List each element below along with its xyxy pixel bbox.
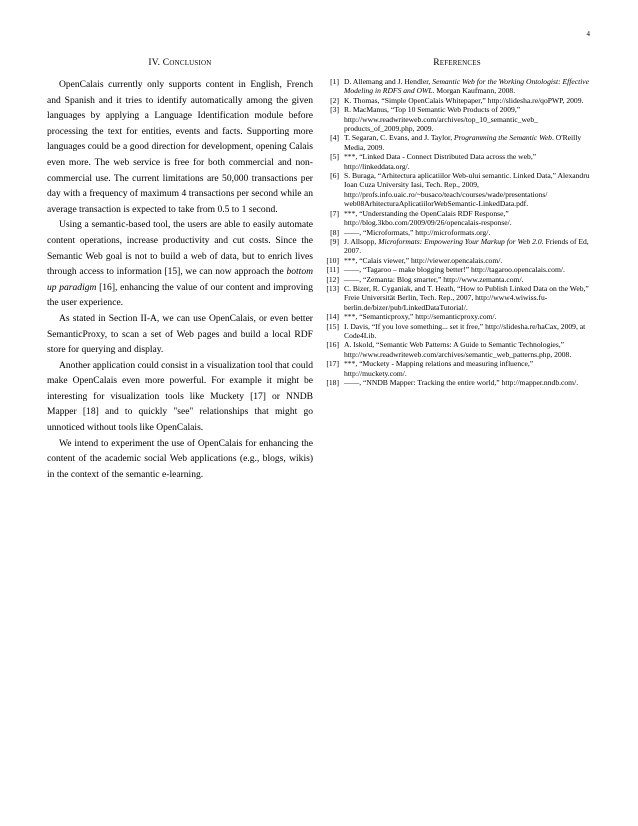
references-heading: References [433, 58, 481, 68]
reference-item [323, 359, 591, 378]
text-run: We intend to experiment the use of OpenCalais for enhancing the content of the academic social Web applications (e.g., blogs, wikis) in the context of the semantic e-learning. [47, 437, 313, 480]
references-section [323, 58, 591, 387]
section-title: Conclusion [162, 58, 212, 68]
text-run: ——, “Tagaroo – make blogging better!” http://tagaroo.opencalais.com/. [344, 265, 565, 275]
reference-number: [13] [326, 283, 339, 293]
text-run: . O'Reilly Media, 2009. [344, 133, 582, 152]
reference-number: [7] [330, 208, 339, 218]
text-run: T. Segaran, C. Evans, and J. Taylor, [344, 133, 455, 143]
text-run: ***, “Muckety - Mapping relations and measuring influence,” http://muckety.com/. [344, 359, 534, 378]
text-run: ——, “Zemanta: Blog smarter,” http://www.zemanta.com/. [344, 274, 524, 284]
text-run: OpenCalais currently only supports content in English, French and Spanish and it tries to identify automatically among the given languages by applying a Language Identification module before processing the text for entities, events and facts. Supporting more languages could be a good direction for development, opening Calais even more. The web service is free for both commercial and non-commercial use. The current limitations are 50,000 transactions per day with a frequency of maximum 4 transactions per second while an average transaction is expected to take from 0.5 to 1 second. [47, 79, 313, 215]
text-run: ——, “NNDB Mapper: Tracking the entire world,” http://mapper.nndb.com/. [344, 378, 579, 387]
reference-number: [3] [330, 105, 339, 115]
conclusion-paragraph [47, 77, 313, 217]
reference-number: [1] [330, 77, 339, 86]
text-run: ——, “Microformats,” http://microformats.org/. [344, 227, 491, 237]
reference-item [323, 133, 591, 152]
reference-number: [16] [326, 340, 339, 350]
text-run: J. Allsopp, [344, 236, 379, 246]
reference-number: [17] [326, 359, 339, 369]
reference-text [344, 378, 591, 387]
reference-item [323, 284, 591, 312]
italic-text: Microformats: Empowering Your Markup for Web 2.0 [378, 236, 542, 246]
reference-number: [4] [330, 133, 339, 143]
reference-item [323, 77, 591, 96]
reference-item [323, 105, 591, 133]
text-run: A. Iskold, “Semantic Web Patterns: A Guide to Semantic Technologies,” http://www.readwriteweb.com/archives/semantic_web_patterns.php, 2008. [344, 340, 572, 359]
reference-item [323, 152, 591, 171]
reference-text [344, 96, 591, 105]
conclusion-body [47, 77, 313, 482]
text-run: K. Thomas, “Simple OpenCalais Whitepaper,” http://slidesha.re/qoPWP, 2009. [344, 95, 584, 105]
reference-text [344, 237, 591, 256]
reference-list [323, 77, 591, 387]
reference-number: [9] [330, 236, 339, 246]
reference-text [344, 77, 591, 96]
text-run: ***, “Calais viewer,” http://viewer.opencalais.com/. [344, 255, 503, 265]
text-run: S. Buraga, “Arhitectura aplicatiilor Web-ului semantic. Linked Data,” Alexandru Ioan Cuza University Iasi, Tech. Rep., 2009, http://profs.info.uaic.ro/~busaco/teach/courses/wade/presentations/ web08ArhitecturaAplicatiilorWebSemantic-LinkedData.pdf. [344, 171, 590, 209]
text-run: As stated in Section II-A, we can use OpenCalais, or even better SemanticProxy, to scan a set of Web pages and build a local RDF store for querying and display. [47, 312, 313, 356]
page-number: 4 [586, 30, 590, 38]
conclusion-paragraph [47, 436, 313, 483]
text-run: Using a semantic-based tool, the users are able to easily automate content operations, increase productivity and cut costs. Since the Semantic Web goal is not to build a web of data, but to enrich lives through access to information [15], we can now approach the [47, 219, 313, 278]
reference-text [344, 228, 591, 237]
reference-text [344, 152, 591, 171]
reference-item [323, 312, 591, 321]
reference-item [323, 256, 591, 265]
text-run: . Friends of Ed, 2007. [344, 236, 589, 256]
text-run: ***, “Understanding the OpenCalais RDF Response,” http://blog.3kbo.com/2009/09/26/opencalais-response/. [344, 208, 512, 228]
reference-text [344, 312, 591, 321]
reference-number: [11] [326, 265, 339, 275]
text-run: ***, “Semanticproxy,” http://semanticproxy.com/. [344, 312, 497, 322]
text-run: I. Davis, “If you love something... set it free,” http://slidesha.re/haCax, 2009, at Code4Lib. [344, 321, 586, 340]
reference-number: [10] [326, 255, 339, 265]
italic-text: bottom up paradigm [47, 266, 313, 293]
reference-number: [2] [330, 95, 339, 105]
section-numeral: IV. [148, 58, 161, 68]
reference-text [344, 340, 591, 359]
reference-item [323, 378, 591, 387]
text-run: . Morgan Kaufmann, 2008. [432, 86, 516, 96]
conclusion-paragraph [47, 217, 313, 311]
reference-text [344, 105, 591, 133]
reference-number: [12] [326, 274, 339, 284]
reference-item [323, 275, 591, 284]
reference-text [344, 284, 591, 312]
reference-number: [6] [330, 171, 339, 181]
reference-item [323, 209, 591, 228]
reference-number: [5] [330, 152, 339, 162]
reference-text [344, 256, 591, 265]
text-run: C. Bizer, R. Cyganiak, and T. Heath, “How to Publish Linked Data on the Web,” Freie Universität Berlin, Tech. Rep., 2007, http://www4.wiwiss.fu-berlin.de/bizer/pub/LinkedDataTutorial/. [344, 283, 589, 312]
reference-item [323, 265, 591, 274]
reference-item [323, 237, 591, 256]
reference-number: [15] [326, 321, 339, 331]
reference-item [323, 322, 591, 341]
reference-item [323, 96, 591, 105]
conclusion-paragraph [47, 358, 313, 436]
conclusion-section [47, 58, 313, 482]
reference-text [344, 209, 591, 228]
text-run: Another application could consist in a visualization tool that could make OpenCalais even more powerful. For example it might be interesting for visualization tools like Muckety [17] or NNDB Mapper [18] and to quickly "see" relationships that might go unnoticed without tools like OpenCalais. [47, 359, 313, 434]
reference-item [323, 171, 591, 209]
reference-text [344, 359, 591, 378]
reference-text [344, 275, 591, 284]
conclusion-heading [47, 58, 313, 68]
reference-item [323, 340, 591, 359]
italic-text: Semantic Web for the Working Ontologist: Effective Modeling in RDFS and OWL [344, 77, 590, 96]
text-run: D. Allemang and J. Hendler, [344, 77, 433, 86]
reference-number: [8] [330, 227, 339, 237]
text-run: ***, “Linked Data - Connect Distributed Data across the web,” http://linkeddata.org/. [344, 152, 537, 171]
reference-text [344, 133, 591, 152]
conclusion-paragraph [47, 311, 313, 358]
reference-number: [18] [326, 378, 339, 387]
reference-text [344, 322, 591, 341]
italic-text: Programming the Semantic Web [454, 133, 552, 143]
reference-number: [14] [326, 312, 339, 322]
reference-text [344, 265, 591, 274]
text-run: [16], enhancing the value of our content and improving the user experience. [47, 281, 313, 309]
text-run: R. MacManus, “Top 10 Semantic Web Products of 2009,” http://www.readwriteweb.com/archives/top_10_semantic_web_ products_of_2009.php, 2009. [344, 105, 538, 134]
reference-item [323, 228, 591, 237]
reference-text [344, 171, 591, 209]
